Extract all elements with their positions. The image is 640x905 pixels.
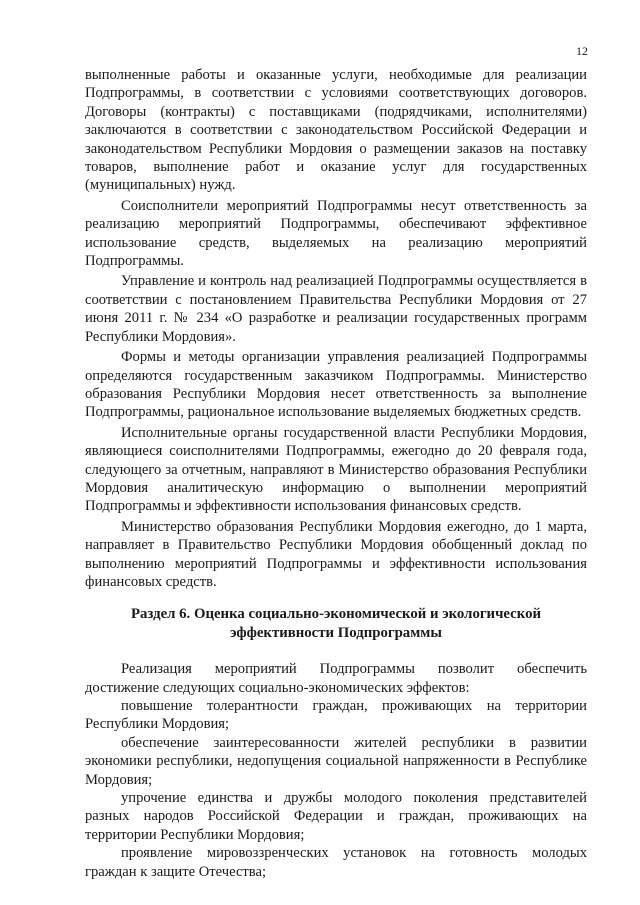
paragraph: выполненные работы и оказанные услуги, необходимые для реализации Подпрограммы, в соответствии с условиями соответствующих договоров. Договоры (контракты) с поставщиками (подрядчиками, исполнителями) заключаются в соответствии с законодательством Российской Федерации и законодательством Республики Мордовия о размещении заказов на поставку товаров, выполнение работ и оказание услуг для государственных (муниципальных) нужд. <box>85 67 587 194</box>
section-heading <box>85 605 587 642</box>
list-item: повышение толерантности граждан, проживающих на территории Республики Мордовия; <box>85 698 587 733</box>
paragraph: Формы и методы организации управления реализацией Подпрограммы определяются государственным заказчиком Подпрограммы. Министерство образования Республики Мордовия несет ответственность за выполнение Подпрограммы, рациональное использование выделяемых бюджетных средств. <box>85 349 587 421</box>
page-number: 12 <box>576 44 588 58</box>
section-heading-line: эффективности Подпрограммы <box>230 624 442 641</box>
paragraph: Реализация мероприятий Подпрограммы позволит обеспечить достижение следующих социально-экономических эффектов: <box>85 661 587 696</box>
paragraph: Министерство образования Республики Мордовия ежегодно, до 1 марта, направляет в Правительство Республики Мордовия обобщенный доклад по выполнению мероприятий Подпрограммы и эффективности использования финансовых средств. <box>85 518 587 590</box>
list-item: упрочение единства и дружбы молодого поколения представителей разных народов Российской Федерации и граждан, проживающих на территории Республики Мордовия; <box>85 790 587 843</box>
document-body <box>85 66 587 881</box>
list-item: обеспечение заинтересованности жителей республики в развитии экономики республики, недопущения социальной напряженности в Республике Мордовия; <box>85 734 587 788</box>
paragraph: Соисполнители мероприятий Подпрограммы несут ответственность за реализацию мероприятий Подпрограммы, обеспечивают эффективное использование средств, выделяемых на реализацию мероприятий Подпрограммы. <box>85 197 587 270</box>
paragraph: Исполнительные органы государственной власти Республики Мордовия, являющиеся соисполнителями Подпрограммы, ежегодно до 20 февраля года, следующего за отчетным, направляют в Министерство образования Республики Мордовия аналитическую информацию о выполнении мероприятий Подпрограммы и эффективности использования финансовых средств. <box>85 424 587 515</box>
paragraph: Управление и контроль над реализацией Подпрограммы осуществляется в соответствии с постановлением Правительства Республики Мордовия от 27 июня 2011 г. № 234 «О разработке и реализации государственных программ Республики Мордовия». <box>85 273 587 345</box>
section-heading-line: Раздел 6. Оценка социально-экономической и экологической <box>130 606 541 623</box>
list-item: проявление мировоззренческих установок на готовность молодых граждан к защите Отечества; <box>85 845 587 880</box>
